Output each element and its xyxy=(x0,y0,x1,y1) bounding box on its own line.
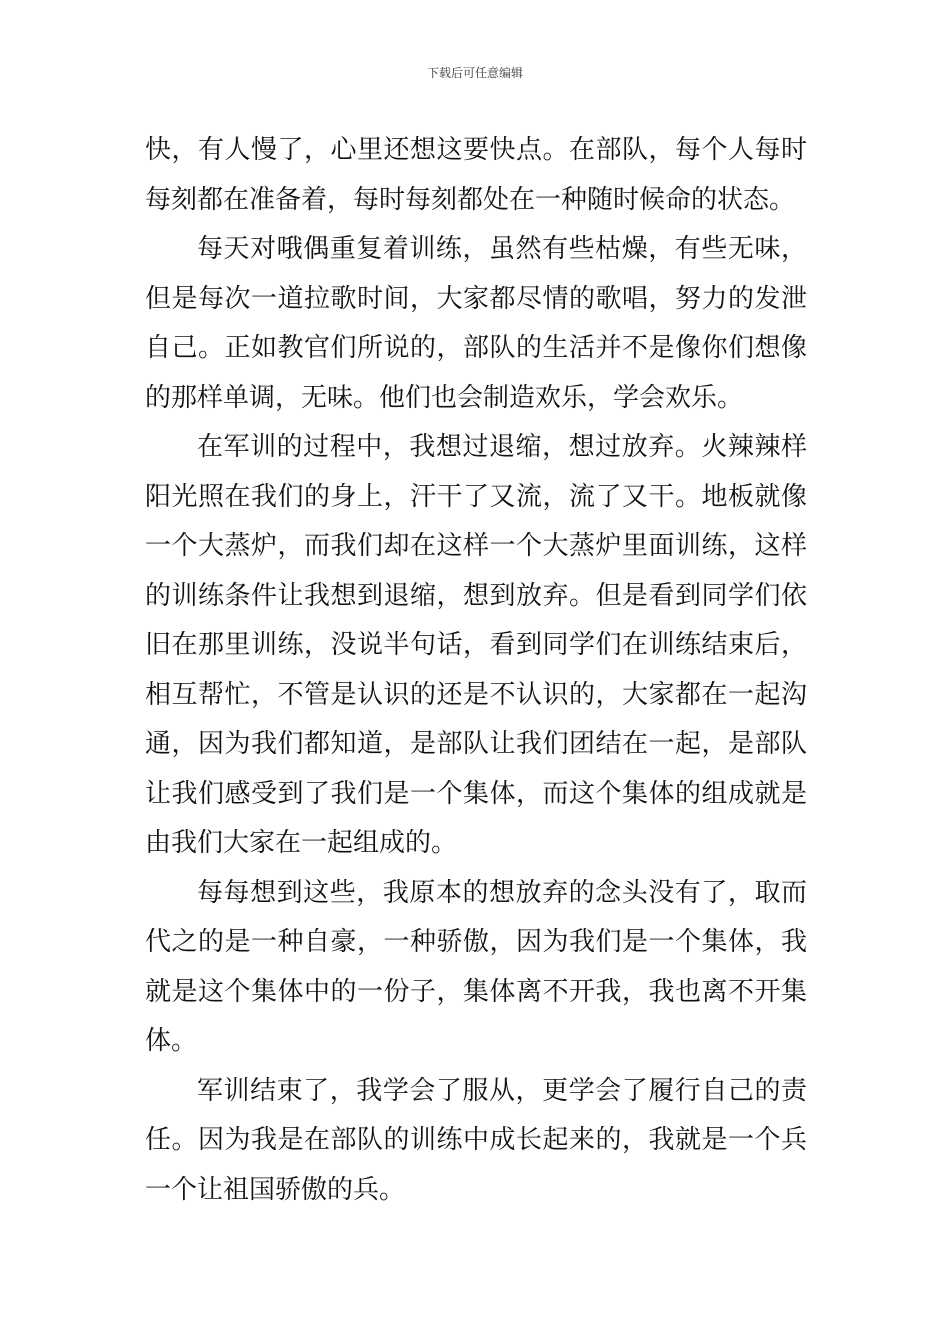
body-line: 军训结束了，我学会了服从，更学会了履行自己的责 xyxy=(197,1075,807,1106)
body-line: 代之的是一种自豪，一种骄傲，因为我们是一个集体，我 xyxy=(145,927,807,957)
body-line: 让我们感受到了我们是一个集体，而这个集体的组成就是 xyxy=(145,778,807,809)
document-body xyxy=(145,126,807,1215)
body-line: 相互帮忙，不管是认识的还是不认识的，大家都在一起沟 xyxy=(145,679,807,710)
body-line: 在军训的过程中，我想过退缩，想过放弃。火辣辣样 xyxy=(197,432,807,462)
body-line: 阳光照在我们的身上，汗干了又流，流了又干。地板就像 xyxy=(145,481,807,512)
body-line: 的那样单调，无味。他们也会制造欢乐，学会欢乐。 xyxy=(145,382,744,413)
body-line: 快，有人慢了，心里还想这要快点。在部队，每个人每时 xyxy=(145,135,807,165)
body-line: 自己。正如教官们所说的，部队的生活并不是像你们想像 xyxy=(145,333,807,363)
body-line: 由我们大家在一起组成的。 xyxy=(145,828,458,858)
body-line: 一个让祖国骄傲的兵。 xyxy=(145,1174,406,1205)
body-line: 但是每次一道拉歌时间，大家都尽情的歌唱，努力的发泄 xyxy=(145,283,807,314)
body-line: 每天对哦偶重复着训练，虽然有些枯燥，有些无味， xyxy=(197,234,807,264)
body-line: 旧在那里训练，没说半句话，看到同学们在训练结束后， xyxy=(145,630,807,660)
body-line: 一个大蒸炉，而我们却在这样一个大蒸炉里面训练，这样 xyxy=(145,531,807,561)
body-line: 的训练条件让我想到退缩，想到放弃。但是看到同学们依 xyxy=(145,580,807,611)
body-line: 每刻都在准备着，每时每刻都处在一种随时候命的状态。 xyxy=(145,184,796,215)
body-line: 通，因为我们都知道，是部队让我们团结在一起，是部队 xyxy=(145,729,807,759)
body-line: 任。因为我是在部队的训练中成长起来的，我就是一个兵 xyxy=(145,1125,807,1155)
body-line: 体。 xyxy=(145,1026,198,1056)
body-line: 就是这个集体中的一份子，集体离不开我，我也离不开集 xyxy=(145,976,807,1007)
body-line: 每每想到这些，我原本的想放弃的念头没有了，取而 xyxy=(197,877,807,908)
page-header: 下载后可任意编辑 xyxy=(426,66,523,80)
